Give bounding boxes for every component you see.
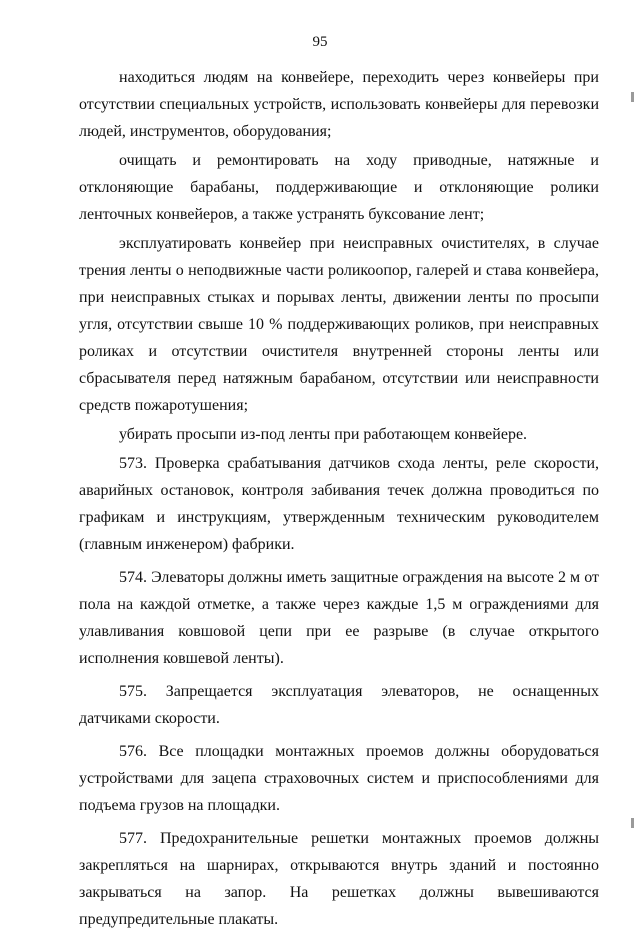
scan-edge-mark: [631, 818, 634, 828]
scan-edge-mark: [631, 92, 634, 102]
paragraph-item-574: 574. Элеваторы должны иметь защитные ограждения на высоте 2 м от пола на каждой отметке, а также через каждые 1,5 м ограждениями для улавливания ковшовой цепи при ее разрыве (в случае открытого исполнения ковшевой ленты).: [79, 569, 599, 667]
paragraph-item-577: 577. Предохранительные решетки монтажных проемов должны закрепляться на шарнирах, открываются внутрь зданий и постоянно закрываться на запор. На решетках должны вывешиваются предупредительные плакаты.: [79, 830, 599, 928]
paragraph-prohibition-2: очищать и ремонтировать на ходу приводные, натяжные и отклоняющие барабаны, поддерживающие и отклоняющие ролики ленточных конвейеров, а также устранять буксование лент;: [79, 152, 599, 223]
paragraph-item-575: 575. Запрещается эксплуатация элеваторов, не оснащенных датчиками скорости.: [79, 683, 599, 727]
page-number: 95: [312, 34, 328, 50]
paragraph-prohibition-3: эксплуатировать конвейер при неисправных очистителях, в случае трения ленты о неподвижные части роликоопор, галерей и става конвейера, при неисправных стыках и порывах ленты, движении ленты по просыпи угля, отсутствии свыше 10 % поддерживающих роликов, при неисправных роликах и отсутствии очистителя внутренней стороны ленты или сбрасывателя перед натяжным барабаном, отсутствии или неисправности средств пожаротушения;: [79, 235, 599, 414]
paragraph-item-576: 576. Все площадки монтажных проемов должны оборудоваться устройствами для зацепа страховочных систем и приспособлениями для подъема грузов на площадки.: [79, 743, 599, 814]
page-body: [79, 64, 599, 939]
paragraph-prohibition-4: убирать просыпи из-под ленты при работающем конвейере.: [119, 426, 528, 443]
paragraph-prohibition-1: находиться людям на конвейере, переходить через конвейеры при отсутствии специальных устройств, использовать конвейеры для перевозки людей, инструментов, оборудования;: [79, 69, 599, 140]
paragraph-item-573: 573. Проверка срабатывания датчиков схода ленты, реле скорости, аварийных остановок, контроля забивания течек должна проводиться по графикам и инструкциям, утвержденным техническим руководителем (главным инженером) фабрики.: [79, 455, 599, 553]
